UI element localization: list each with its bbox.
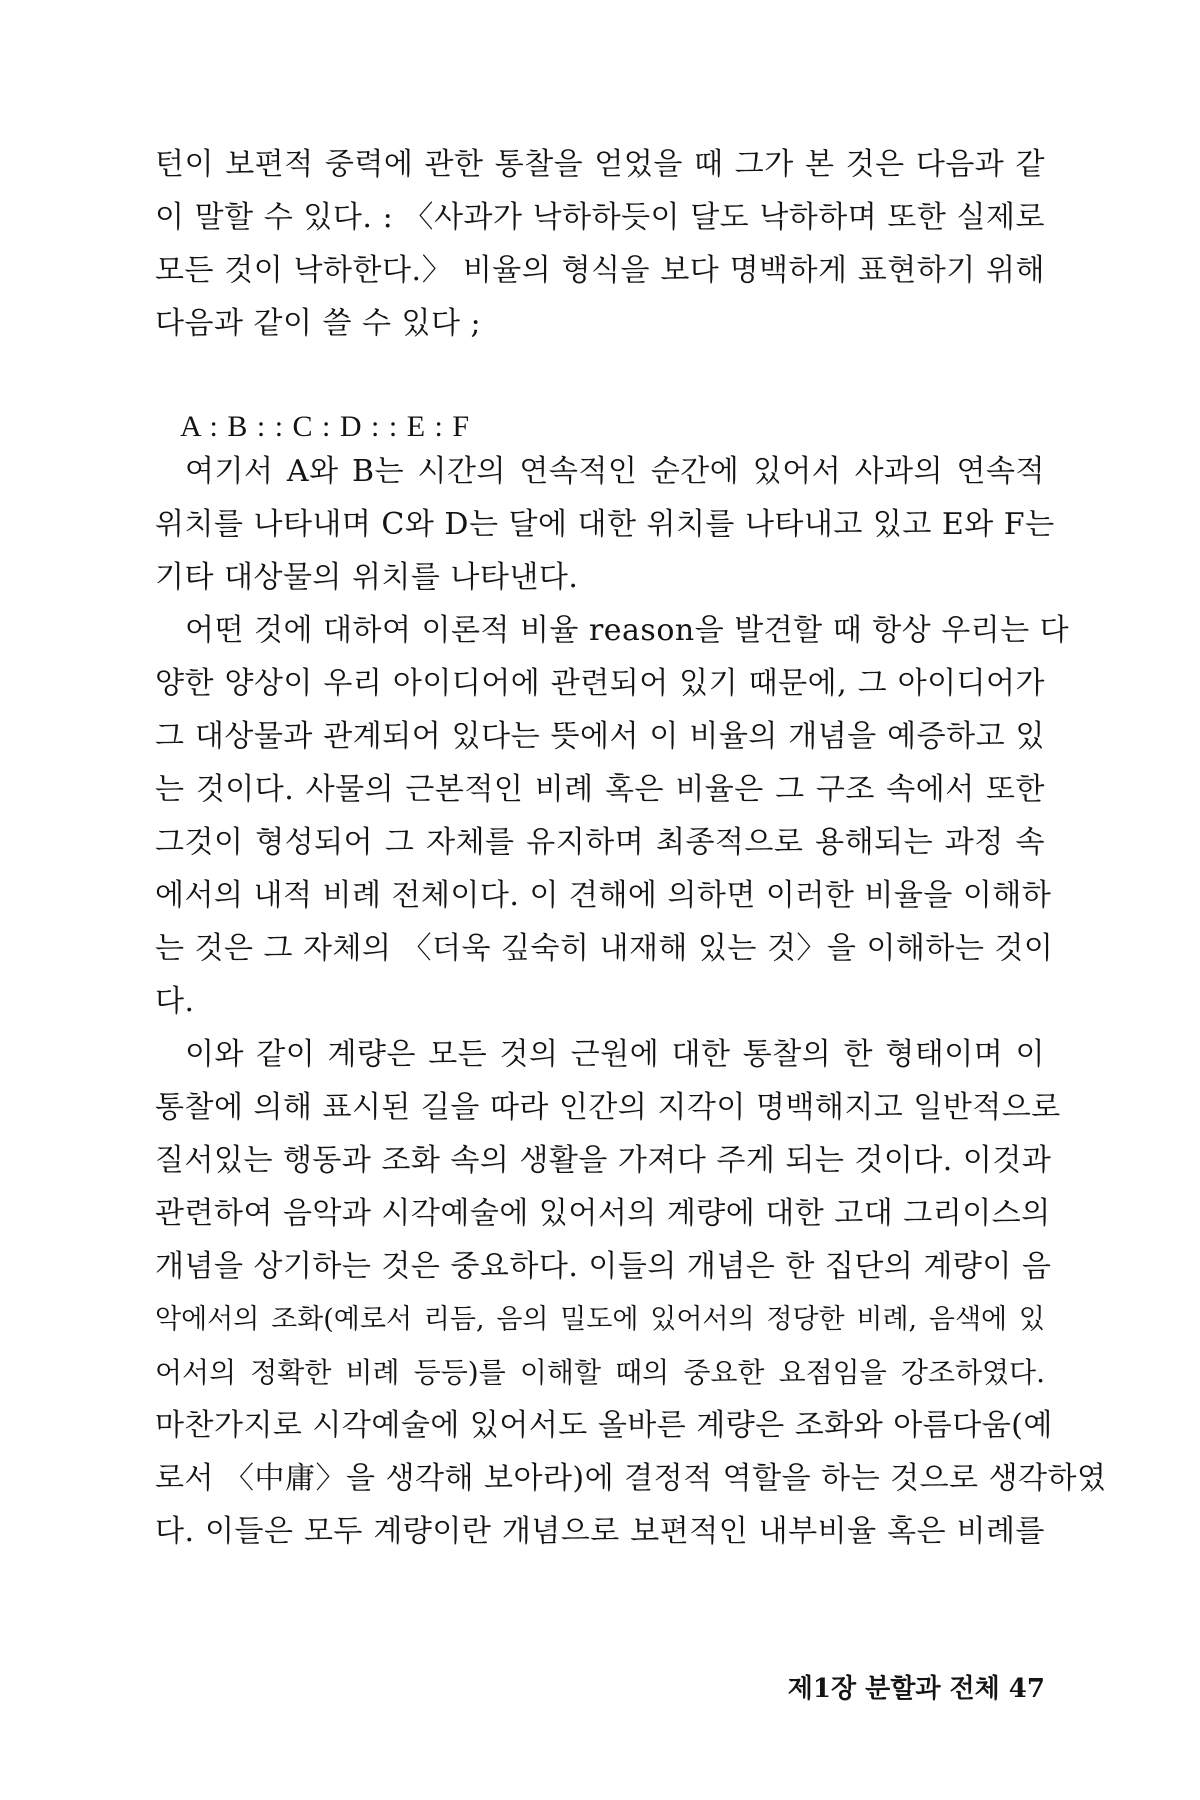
text-line: 위치를 나타내며 C와 D는 달에 대한 위치를 나타내고 있고 E와 F는: [155, 507, 1055, 542]
text-line: 에서의 내적 비례 전체이다. 이 견해에 의하면 이러한 비율을 이해하: [155, 878, 1052, 913]
text-line: 다.: [155, 984, 195, 1019]
text-line: 모든 것이 낙하한다.〉 비율의 형식을 보다 명백하게 표현하기 위해: [155, 253, 1045, 288]
text-line: 다. 이들은 모두 계량이란 개념으로 보편적인 내부비율 혹은 비례를: [155, 1514, 1045, 1549]
text-line: 양한 양상이 우리 아이디어에 관련되어 있기 때문에, 그 아이디어가: [155, 666, 1045, 701]
text-line: 기타 대상물의 위치를 나타낸다.: [155, 560, 579, 595]
running-footer-page-number: 제1장 분할과 전체 47: [787, 1674, 1045, 1704]
text-line: 는 것은 그 자체의 〈더욱 깊숙히 내재해 있는 것〉을 이해하는 것이: [155, 931, 1054, 966]
text-line: 통찰에 의해 표시된 길을 따라 인간의 지각이 명백해지고 일반적으로: [155, 1090, 1061, 1125]
proportion-formula: A : B : : C : D : : E : F: [180, 410, 471, 443]
text-line: 이 말할 수 있다. : 〈사과가 낙하하듯이 달도 낙하하며 또한 실제로: [155, 200, 1045, 235]
text-line: 개념을 상기하는 것은 중요하다. 이들의 개념은 한 집단의 계량이 음: [155, 1249, 1052, 1284]
text-line: 그 대상물과 관계되어 있다는 뜻에서 이 비율의 개념을 예증하고 있: [155, 719, 1045, 754]
text-line: 어서의 정확한 비례 등등)를 이해할 때의 중요한 요점임을 강조하였다.: [155, 1356, 1045, 1389]
text-line: 마찬가지로 시각예술에 있어서도 올바른 계량은 조화와 아름다움(예: [155, 1408, 1053, 1443]
text-line: 턴이 보편적 중력에 관한 통찰을 얻었을 때 그가 본 것은 다음과 같: [155, 147, 1045, 182]
body-text: [155, 445, 1107, 1558]
text-line: 악에서의 조화(예로서 리듬, 음의 밀도에 있어서의 정당한 비례, 음색에 있: [155, 1304, 1045, 1335]
text-line: 는 것이다. 사물의 근본적인 비례 혹은 비율은 그 구조 속에서 또한: [155, 772, 1045, 807]
text-line: 이와 같이 계량은 모든 것의 근원에 대한 통찰의 한 형태이며 이: [185, 1037, 1045, 1072]
text-line: 질서있는 행동과 조화 속의 생활을 가져다 주게 되는 것이다. 이것과: [155, 1143, 1052, 1178]
text-line: 다음과 같이 쓸 수 있다 ;: [155, 306, 482, 341]
text-line: 관련하여 음악과 시각예술에 있어서의 계량에 대한 고대 그리이스의: [155, 1196, 1051, 1231]
text-line: 그것이 형성되어 그 자체를 유지하며 최종적으로 용해되는 과정 속: [155, 825, 1045, 860]
text-line: 어떤 것에 대하여 이론적 비율 reason을 발견할 때 항상 우리는 다: [185, 613, 1070, 648]
text-line: 여기서 A와 B는 시간의 연속적인 순간에 있어서 사과의 연속적: [185, 454, 1045, 489]
intro-paragraph: [155, 138, 1045, 350]
text-line: 로서 〈中庸〉을 생각해 보아라)에 결정적 역할을 하는 것으로 생각하였: [155, 1461, 1107, 1496]
